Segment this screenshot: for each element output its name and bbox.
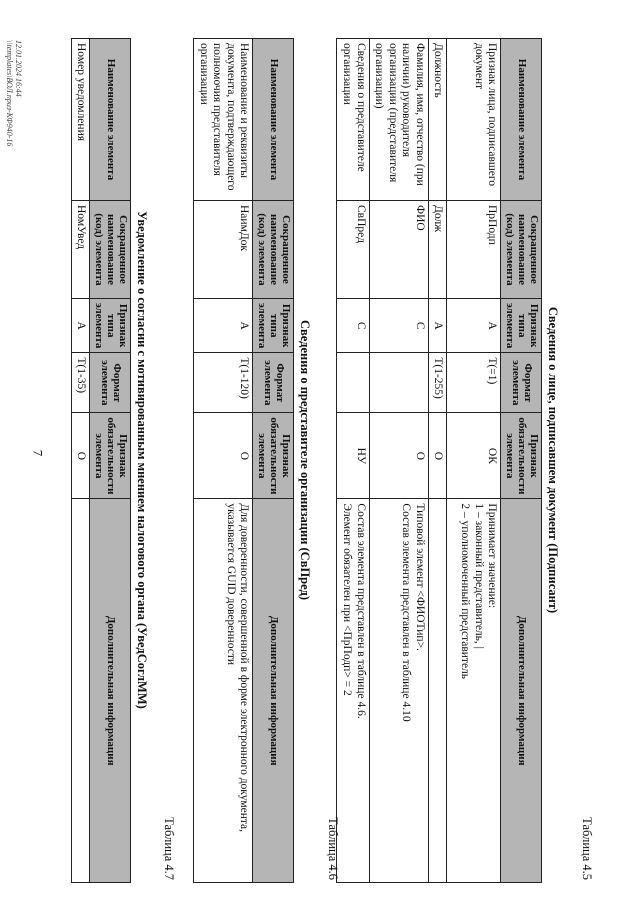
header-info: Дополнительная информация	[253, 499, 294, 883]
cell-type: A	[428, 299, 447, 353]
cell-format	[337, 353, 369, 413]
header-req: Признак обязательности элемента	[253, 413, 294, 499]
page-number: 7	[30, 449, 46, 457]
table-4-7-caption: Таблица 4.7	[162, 817, 176, 880]
info-line: Элемент обязателен при <ПрПодп> = 2	[341, 503, 353, 696]
info-line: Состав элемента представлен в таблице 4.10	[400, 503, 413, 722]
cell-type: С	[369, 299, 428, 353]
footer-stamp	[4, 40, 22, 146]
cell-name: Признак лица, подписавшего документ	[447, 39, 501, 201]
cell-req: НУ	[337, 413, 369, 499]
table-header-row	[253, 39, 294, 883]
cell-type: A	[447, 299, 501, 353]
table-header-row	[90, 39, 131, 883]
table-4-6-title: Сведения о представителе организации (СвПред)	[298, 320, 312, 600]
header-name: Наименование элемента	[501, 39, 542, 201]
footer-date: 12.01.2024 16:44	[14, 40, 23, 97]
cell-code: НомУвед	[71, 201, 90, 299]
cell-type: С	[337, 299, 369, 353]
header-info: Дополнительная информация	[90, 499, 131, 883]
cell-code: ПрПодп	[447, 201, 501, 299]
cell-info	[71, 499, 90, 883]
table-row	[194, 39, 253, 883]
info-line: 2 – уполномоченный представитель	[459, 503, 472, 680]
info-line: 1 – законный представитель, |	[472, 503, 485, 649]
cell-req: О	[428, 413, 447, 499]
header-type: Признак типа элемента	[501, 299, 542, 353]
header-type: Признак типа элемента	[90, 299, 131, 353]
table-row	[369, 39, 428, 883]
cell-req: О	[71, 413, 90, 499]
header-code: Сокращенное наименование (код) элемента	[90, 201, 131, 299]
cell-format: T(1-35)	[71, 353, 90, 413]
header-info: Дополнительная информация	[501, 499, 542, 883]
header-format: Формат элемента	[90, 353, 131, 413]
cell-format: T(=1)	[447, 353, 501, 413]
cell-format	[369, 353, 428, 413]
info-line: Типовой элемент <ФИОТип>.	[413, 503, 426, 651]
table-4-5	[336, 38, 542, 883]
table-4-6	[193, 38, 294, 883]
cell-req: О	[369, 413, 428, 499]
cell-code: ФИО	[369, 201, 428, 299]
header-name: Наименование элемента	[90, 39, 131, 201]
cell-info	[337, 499, 369, 883]
table-header-row	[501, 39, 542, 883]
table-4-7	[71, 38, 131, 883]
header-type: Признак типа элемента	[253, 299, 294, 353]
header-name: Наименование элемента	[253, 39, 294, 201]
cell-req: ОК	[447, 413, 501, 499]
cell-type: A	[71, 299, 90, 353]
cell-req: О	[194, 413, 253, 499]
table-4-5-caption: Таблица 4.5	[580, 817, 594, 880]
table-4-5-title: Сведения о лице, подписавшем документ (Подписант)	[546, 306, 560, 614]
cell-name: Сведения о представителе организации	[337, 39, 369, 201]
info-line: Состав элемента представлен в таблице 4.6.	[354, 503, 367, 719]
table-row	[71, 39, 90, 883]
header-req: Признак обязательности элемента	[90, 413, 131, 499]
cell-code: СвПред	[337, 201, 369, 299]
header-code: Сокращенное наименование (код) элемента	[253, 201, 294, 299]
header-format: Формат элемента	[501, 353, 542, 413]
cell-info	[428, 499, 447, 883]
cell-format: T(1-120)	[194, 353, 253, 413]
table-row	[428, 39, 447, 883]
cell-info	[369, 499, 428, 883]
cell-name: Наименование и реквизиты документа, подтверждающего полномочия представителя организации	[194, 39, 253, 201]
cell-name: Фамилия, имя, отчество (при наличии) руководителя организации (представителя организации)	[369, 39, 428, 201]
header-format: Формат элемента	[253, 353, 294, 413]
cell-info: Для доверенности, совершенной в форме электронного документа, указывается GUID доверенности	[194, 499, 253, 883]
footer-path: \\templates\ВОЛ.приз-КФ940-16	[5, 40, 15, 147]
table-row	[447, 39, 501, 883]
cell-name: Должность	[428, 39, 447, 201]
cell-name: Номер уведомления	[71, 39, 90, 201]
cell-info	[447, 499, 501, 883]
cell-code: НаимДок	[194, 201, 253, 299]
header-code: Сокращенное наименование (код) элемента	[501, 201, 542, 299]
cell-code: Долж	[428, 201, 447, 299]
table-4-7-title: Уведомление о согласии с мотивированным мнением налогового органа (УведСоглММ)	[135, 211, 149, 709]
cell-type: A	[194, 299, 253, 353]
info-line: Принимает значение:	[486, 503, 499, 609]
table-4-6-caption: Таблица 4.6	[326, 817, 340, 880]
cell-format: T(1-255)	[428, 353, 447, 413]
header-req: Признак обязательности элемента	[501, 413, 542, 499]
table-row	[337, 39, 369, 883]
